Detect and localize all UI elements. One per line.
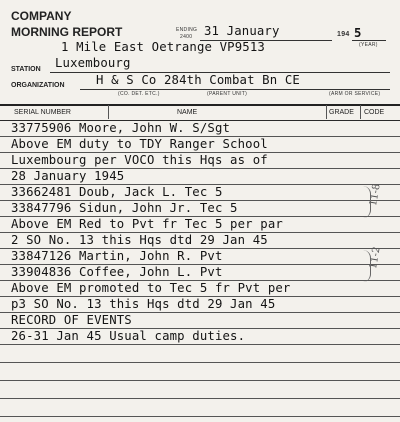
year-digit: 5: [354, 26, 362, 40]
morning-report-label: MORNING REPORT: [11, 25, 123, 39]
entry-line: p3 SO No. 13 this Hqs dtd 29 Jan 45: [11, 297, 276, 311]
entry-line: 26-31 Jan 45 Usual camp duties.: [11, 329, 246, 343]
margin-note: 11-2: [368, 245, 383, 270]
entry-line: 33847796 Sidun, John Jr. Tec 5: [11, 201, 238, 215]
parent-unit-label: (PARENT UNIT): [207, 91, 248, 97]
entry-line: Above EM Red to Pvt fr Tec 5 per par: [11, 217, 283, 231]
column-grade: GRADE: [329, 109, 354, 116]
entry-line: 33904836 Coffee, John L. Pvt: [11, 265, 223, 279]
year-label: (YEAR): [359, 42, 378, 48]
column-code: CODE: [364, 109, 385, 116]
entry-line: Above EM promoted to Tec 5 fr Pvt per: [11, 281, 291, 295]
location: 1 Mile East Oetrange VP9513: [61, 40, 265, 54]
column-name: NAME: [177, 109, 198, 116]
ending-time: 2400: [180, 34, 193, 40]
station-label: STATION: [11, 66, 41, 73]
organization: H & S Co 284th Combat Bn CE: [96, 73, 300, 87]
entry-line: 33847126 Martin, John R. Pvt: [11, 249, 223, 263]
margin-note: 11-8: [368, 182, 383, 207]
company-label: COMPANY: [11, 9, 72, 23]
arm-service-label: (ARM OR SERVICE): [329, 91, 381, 97]
margin-bracket: [362, 250, 371, 282]
co-label: (CO. DET. ETC.): [118, 91, 160, 97]
record-of-events-heading: RECORD OF EVENTS: [11, 313, 132, 327]
entry-line: 33775906 Moore, John W. S/Sgt: [11, 121, 231, 135]
report-date: 31 January: [204, 24, 280, 38]
organization-label: ORGANIZATION: [11, 82, 65, 89]
table-top-rule: [0, 104, 400, 106]
year-prefix: 194: [337, 31, 350, 38]
column-serial: SERIAL NUMBER: [14, 109, 71, 116]
station: Luxembourg: [55, 56, 131, 70]
entry-line: 33662481 Doub, Jack L. Tec 5: [11, 185, 223, 199]
entry-line: Above EM duty to TDY Ranger School: [11, 137, 268, 151]
entry-line: 2 SO No. 13 this Hqs dtd 29 Jan 45: [11, 233, 268, 247]
ending-label: ENDING: [176, 27, 198, 33]
margin-bracket: [362, 186, 371, 218]
entry-line: 28 January 1945: [11, 169, 125, 183]
entry-line: Luxembourg per VOCO this Hqs as of: [11, 153, 268, 167]
